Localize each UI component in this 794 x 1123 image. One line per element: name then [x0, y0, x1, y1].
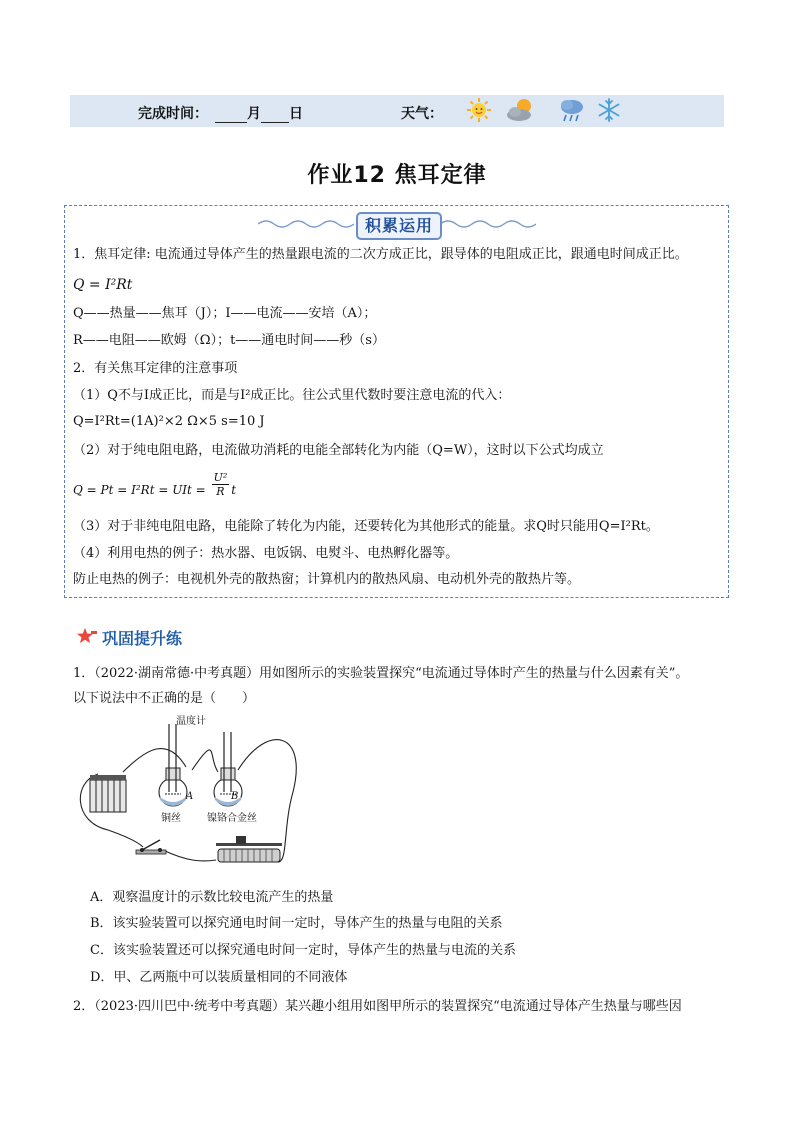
note-5: 防止电热的例子：电视机外壳的散热窗；计算机内的散热风扇、电动机外壳的散热片等。 — [73, 572, 581, 587]
definition-line-2: R——电阻——欧姆（Ω）；t——通电时间——秒（s） — [73, 333, 385, 348]
rain-icon[interactable] — [558, 97, 586, 125]
switch-icon — [136, 840, 166, 854]
flask-a-icon — [159, 724, 187, 806]
note-2: （2）对于纯电阻电路，电流做功消耗的电能全部转化为内能（Q=W），这时以下公式均成立 — [73, 443, 604, 458]
note-1-equation: Q=I²Rt=(1A)²×2 Ω×5 s=10 J — [73, 414, 265, 429]
joule-law-formula: Q = I²Rt — [73, 277, 133, 293]
nichrome-wire-label: 镍铬合金丝 — [207, 813, 257, 824]
note-2-equation: Q = Pt = I²Rt = UIt = $\frac{\text{U²}}{R}$ t — [73, 471, 237, 498]
label-a: A — [186, 791, 194, 802]
fraction: $\frac{\text{U²}}{R}$ — [213, 471, 228, 498]
q1-stem-line-2: 以下说法中不正确的是（ ） — [73, 691, 256, 706]
right-wave-decoration — [440, 218, 536, 230]
partly-cloudy-icon[interactable] — [505, 97, 537, 123]
thermometer-label: 温度计 — [176, 716, 206, 727]
q2-stem-line-1: 2．（2023·四川巴中·统考中考真题）某兴趣小组用如图甲所示的装置探究“电流通过导体产生热量与哪些因 — [73, 999, 682, 1014]
section-heading: 巩固提升练 — [102, 629, 183, 648]
note-4: （4）利用电热的例子：热水器、电饭锅、电熨斗、电热孵化器等。 — [73, 546, 459, 561]
header-band — [70, 95, 724, 127]
weather-label: 天气： — [401, 106, 443, 122]
date-fields: 月 日 — [215, 103, 303, 123]
q1-option-d[interactable]: D．甲、乙两瓶中可以装质量相同的不同液体 — [90, 970, 348, 985]
q1-stem-line-1: 1．（2022·湖南常德·中考真题）用如图所示的实验装置探究“电流通过导体时产生的热量与什么因素有关”。 — [73, 666, 689, 681]
definition-line-1: Q——热量——焦耳（J）；I——电流——安培（A）； — [73, 306, 377, 321]
page-title: 作业12 焦耳定律 — [307, 163, 487, 188]
notes-heading: 2．有关焦耳定律的注意事项 — [73, 361, 238, 376]
rheostat-icon — [216, 836, 282, 862]
day-blank[interactable] — [261, 109, 289, 123]
copper-wire-label: 铜丝 — [161, 813, 181, 824]
snowflake-icon[interactable] — [596, 97, 622, 123]
q1-option-b[interactable]: B．该实验装置可以探究通电时间一定时，导体产生的热量与电阻的关系 — [90, 916, 503, 931]
battery-icon — [90, 775, 126, 812]
joule-law-definition: 1．焦耳定律: 电流通过导体产生的热量跟电流的二次方成正比，跟导体的电阻成正比，跟通电时间成正比。 — [73, 247, 688, 262]
completion-time-label: 完成时间： — [138, 106, 208, 122]
label-b: B — [231, 791, 239, 802]
sun-icon[interactable] — [466, 97, 492, 123]
q1-option-c[interactable]: C．该实验装置还可以探究通电时间一定时，导体产生的热量与电流的关系 — [90, 943, 516, 958]
q1-option-a[interactable]: A．观察温度计的示数比较电流产生的热量 — [90, 890, 334, 905]
left-wave-decoration — [258, 218, 354, 230]
month-blank[interactable] — [215, 109, 247, 123]
note-3: （3）对于非纯电阻电路，电能除了转化为内能，还要转化为其他形式的能量。求Q时只能用Q=I²Rt。 — [73, 519, 659, 534]
note-1: （1）Q不与I成正比，而是与I²成正比。往公式里代数时要注意电流的代入： — [73, 388, 511, 403]
summary-heading: 积累运用 — [356, 212, 442, 240]
star-badge-icon — [76, 627, 98, 645]
